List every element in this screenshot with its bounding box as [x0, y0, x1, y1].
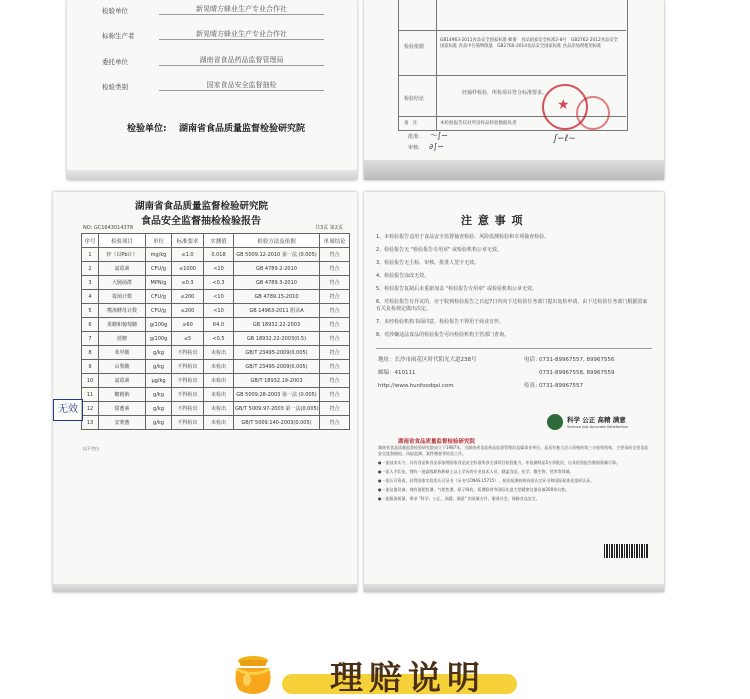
notice-list — [376, 234, 652, 345]
notice-item: 1、本检验报告适用于食品安全监督抽查检验、风险监测检验和专项抽查检验。 — [376, 234, 550, 240]
cell-method: GB 5009.28-2003 第一法 (0.005) — [234, 388, 320, 402]
cell-method: GB 5009.12-2010 第一法 (0.005) — [234, 248, 320, 262]
cell-unit: mg/kg — [146, 248, 172, 262]
contact-phone-2: 0731-89967558, 89967559 — [539, 370, 615, 376]
cell-item: 山梨酸 — [99, 360, 146, 374]
cell-method: GB 4789.3-2010 — [234, 276, 320, 290]
col-header-standard: 标准要求 — [172, 234, 204, 248]
cell-measured: 64.0 — [204, 318, 234, 332]
field-label-category: 检验类别 — [102, 83, 128, 91]
page-shadow-strip — [364, 160, 664, 180]
frame-divider-1 — [398, 30, 626, 31]
cell-unit: g/kg — [146, 402, 172, 416]
cell-item: 甜蜜素 — [99, 402, 146, 416]
cell-item: 霉菌计数 — [99, 290, 146, 304]
cell-item: 嗜渗酵母计数 — [99, 304, 146, 318]
cell-item: 果糖和葡萄糖 — [99, 318, 146, 332]
cell-measured: <10 — [204, 262, 234, 276]
signature-review: ∂∫∽ — [429, 142, 445, 151]
cell-standard: 不得检出 — [172, 360, 204, 374]
cell-standard: 不得检出 — [172, 388, 204, 402]
cell-unit: g/kg — [146, 416, 172, 430]
col-header-item: 检验项目 — [99, 234, 146, 248]
cell-method: GB/T 5009.97-2003 第一法(0.005) — [234, 402, 320, 416]
cell-result: 符合 — [320, 346, 350, 360]
test-report-page — [53, 192, 357, 592]
cell-item: 安赛蜜 — [99, 416, 146, 430]
cell-unit: μg/kg — [146, 374, 172, 388]
cell-result: 符合 — [320, 360, 350, 374]
cell-result: 符合 — [320, 262, 350, 276]
field-label-client: 委托单位 — [102, 58, 128, 66]
intro-paragraph: ●一流服务质量，秉承 "科学、公正、高精、满意" 的质量方针，服务社会，保障食品安全。 — [378, 496, 540, 501]
table-row — [82, 276, 350, 290]
cell-unit: CFU/g — [146, 290, 172, 304]
cell-result: 符合 — [320, 332, 350, 346]
table-row — [82, 374, 350, 388]
cell-unit: g/100g — [146, 332, 172, 346]
page-shadow-strip — [53, 584, 357, 592]
cell-result: 符合 — [320, 304, 350, 318]
field-label-producer: 标称生产者 — [102, 32, 135, 40]
red-seal-stamp-partial — [576, 96, 610, 130]
cell-standard: ≥60 — [172, 318, 204, 332]
cell-item: 糖精钠 — [99, 388, 146, 402]
col-header-method: 检验方法及依据 — [234, 234, 320, 248]
void-stamp: 无效 — [53, 399, 83, 421]
results-table-header — [82, 234, 350, 248]
banner-title: 理赔说明 — [330, 658, 486, 697]
signature-approve: 〜∫∽ — [429, 131, 448, 140]
cell-result: 符合 — [320, 416, 350, 430]
cell-result: 符合 — [320, 276, 350, 290]
contact-postcode: 邮编：410111 — [378, 370, 416, 376]
intro-paragraph: ●一流人才队伍，拥有一批高级职称和硕士以上学历的专业技术人员，涵盖食品、化学、微生物、营养等领域。 — [378, 469, 574, 474]
cell-result: 符合 — [320, 290, 350, 304]
cell-unit: CFU/g — [146, 262, 172, 276]
table-row — [82, 304, 350, 318]
field-value-producer: 新晃晴方蜂业生产专业合作社 — [159, 29, 324, 40]
field-value-client: 湖南省食品药品监督管理局 — [159, 55, 324, 66]
cell-item: 苯甲酸 — [99, 346, 146, 360]
notice-item: 3、检验报告无主检、审核、批准人签字无效。 — [376, 260, 480, 266]
cell-measured: <0.5 — [204, 332, 234, 346]
cell-method: GB 14963-2011 附录A — [234, 304, 320, 318]
red-seal-stamp: ★ — [542, 84, 588, 130]
table-row — [82, 346, 350, 360]
cell-method: GB/T 23495-2009(0.005) — [234, 360, 320, 374]
cell-item: 锌（以Pb计） — [99, 248, 146, 262]
cell-standard: ≤200 — [172, 304, 204, 318]
conclusion-page — [364, 0, 664, 180]
cell-index: 11 — [82, 388, 99, 402]
table-row — [82, 416, 350, 430]
notice-title: 注 意 事 项 — [461, 214, 524, 227]
notice-item: 2、检验报告无 "检验报告专用章" 或检验机构公章无效。 — [376, 247, 502, 253]
table-row — [82, 360, 350, 374]
cell-index: 1 — [82, 248, 99, 262]
table-row — [82, 262, 350, 276]
cell-measured: 未检出 — [204, 346, 234, 360]
cell-measured: 未检出 — [204, 416, 234, 430]
report-number: NO: GC1643014378 — [83, 225, 134, 231]
cell-method: GB 4789.2-2010 — [234, 262, 320, 276]
intro-paragraph: ●一流技术实力，具有食品和食品添加剂国家食品安全标准所涉全部项目检验能力，年检测样品5万余批次，出具检验报告数据准确可靠。 — [378, 460, 621, 465]
remark-label: 备 注 — [404, 121, 418, 126]
cell-unit: g/100g — [146, 318, 172, 332]
intro-paragraph: ●一流仪器设备，拥有液相色谱、气相色谱、原子吸收、质谱联用等国际先进大型精密仪器设备200余台套。 — [378, 487, 570, 492]
report-title: 食品安全监督抽检检验报告 — [141, 216, 261, 227]
conclusion-label: 检验结论 — [404, 96, 425, 102]
cell-unit: CFU/g — [146, 304, 172, 318]
cell-item: 蔗糖 — [99, 332, 146, 346]
field-value-category: 国家食品安全监督抽检 — [159, 80, 324, 91]
cell-standard: 不得检出 — [172, 416, 204, 430]
cell-result: 符合 — [320, 374, 350, 388]
cell-standard: ≤0.3 — [172, 276, 204, 290]
cell-result: 符合 — [320, 248, 350, 262]
slogan: 科学 公正 高精 满意 — [567, 416, 626, 424]
cell-result: 符合 — [320, 388, 350, 402]
standard-label: 检验依据 — [404, 44, 425, 50]
cell-measured: <10 — [204, 290, 234, 304]
cell-item: 大肠菌群 — [99, 276, 146, 290]
cell-measured: 未检出 — [204, 374, 234, 388]
cell-unit: MPN/g — [146, 276, 172, 290]
cell-measured: <0.3 — [204, 276, 234, 290]
blank-below-note: 以下空白 — [83, 446, 99, 451]
contact-address: 地址：长沙市雨花区时代阳光大道238号 — [378, 357, 477, 363]
cell-standard: 不得检出 — [172, 346, 204, 360]
results-table-body — [82, 248, 350, 430]
conclusion-text: 经抽样检验，所检项目符合标准要求。 — [462, 90, 548, 96]
table-row — [82, 290, 350, 304]
cell-standard: ≤200 — [172, 290, 204, 304]
intro-title: 湖南省食品质量监督检验研究院 — [398, 439, 476, 445]
contact-divider — [376, 348, 652, 349]
frame-col-line — [436, 0, 437, 130]
cell-index: 8 — [82, 346, 99, 360]
cell-index: 2 — [82, 262, 99, 276]
cell-index: 7 — [82, 332, 99, 346]
col-header-measured: 实测值 — [204, 234, 234, 248]
page-shadow-strip — [67, 170, 357, 180]
notice-item: 7、未经检验机构书面同意，检验报告不得用于商业宣传。 — [376, 319, 505, 325]
cell-method: GB/T 23495-2009(0.005) — [234, 346, 320, 360]
contact-phone-1: 0731-89967557, 89967556 — [539, 357, 615, 363]
approve-label: 批准: — [408, 134, 420, 140]
cell-standard: ≤5 — [172, 332, 204, 346]
cell-standard: ≤1.0 — [172, 248, 204, 262]
standard-text: GB14963-2011食品安全国家标准 蜂蜜 食品国家安全标准2-8号 GB2762-2012食品安全国家标准 食品中污染物限量 GB2760-2014食品安全国家标准 食品添加剂使用标准 — [440, 38, 618, 49]
cell-measured: 未检出 — [204, 402, 234, 416]
cell-unit: g/kg — [146, 388, 172, 402]
cell-index: 4 — [82, 290, 99, 304]
intro-paragraph: ●一流认可资质，获得国家实验室认可证书（证书号CNAS L5715）、检验检测机构资质认定证书和国际标准化组织认证。 — [378, 478, 595, 483]
frame-divider-2 — [398, 75, 626, 76]
table-row — [82, 332, 350, 346]
cell-standard: 不得检出 — [172, 402, 204, 416]
page-shadow-strip — [364, 584, 664, 592]
barcode-icon — [604, 544, 648, 558]
cell-index: 6 — [82, 318, 99, 332]
cell-measured: 未检出 — [204, 360, 234, 374]
institute-logo-icon — [547, 414, 563, 430]
col-header-index: 序号 — [82, 234, 99, 248]
col-header-unit: 单位 — [146, 234, 172, 248]
intro-paragraph: 湖南省食品质量监督检验研究院成立于1987年，为湖南省食品药品监督管理局直属事业单位，是具有独立法人资格的第三方检验机构，主要承担全省食品安全监督抽检、风险监测、案件稽查等检验工作。 — [378, 445, 649, 456]
inspection-cover-page — [67, 0, 357, 180]
contact-fax-label: 传真： — [524, 383, 541, 389]
intro-body — [378, 445, 650, 505]
review-label: 审核: — [408, 145, 420, 151]
cell-result: 符合 — [320, 318, 350, 332]
report-page-number: 共3页 第2页 — [315, 225, 343, 231]
cell-method: GB 18932.22-2003(0.5) — [234, 332, 320, 346]
remark-text: 本检验报告仅对所送样品检验数据负责 — [440, 121, 517, 126]
cell-index: 10 — [82, 374, 99, 388]
cell-index: 5 — [82, 304, 99, 318]
notice-item: 4、检验报告涂改无效。 — [376, 273, 430, 279]
cell-item: 氯霉素 — [99, 262, 146, 276]
cell-unit: g/kg — [146, 360, 172, 374]
field-label-inspected-unit: 检验单位 — [102, 7, 128, 15]
signature-right: ʃ∽ℓ∼ — [554, 134, 576, 144]
cell-index: 9 — [82, 360, 99, 374]
contact-fax: 0731-89967557 — [539, 383, 583, 389]
cell-method: GB 18932.22-2003 — [234, 318, 320, 332]
cell-measured: 未检出 — [204, 388, 234, 402]
notice-item: 5、检验报告复制后未重新加盖 "检验报告专用章" 或检验机构公章无效。 — [376, 286, 537, 292]
notice-item: 6、对检验报告有异议的，应于收到检验报告之日起7日内向下达检验任务部门提出复检申请，由下达检验任务部门根据国家有关复检规定做出决定。 — [376, 299, 648, 312]
table-row — [82, 318, 350, 332]
table-row — [82, 402, 350, 416]
org-label: 检验单位: — [127, 124, 167, 134]
field-value-inspected-unit: 新晃晴方蜂业生产专业合作社 — [159, 4, 324, 15]
cell-method: GB 4789.15-2010 — [234, 290, 320, 304]
cell-measured: <10 — [204, 304, 234, 318]
honey-jar-icon — [227, 654, 279, 695]
col-header-result: 单项结论 — [320, 234, 350, 248]
slogan-english: Science Just Accurate Satisfaction — [567, 425, 628, 429]
section-banner — [0, 650, 750, 695]
report-org-title: 湖南省食品质量监督检验研究院 — [135, 201, 269, 212]
cell-index: 3 — [82, 276, 99, 290]
cell-standard: 不得检出 — [172, 374, 204, 388]
cell-item: 氯霉素 — [99, 374, 146, 388]
table-row — [82, 248, 350, 262]
cell-result: 符合 — [320, 402, 350, 416]
cell-index: 13 — [82, 416, 99, 430]
contact-website: http://www.hunfoodqsi.com — [378, 383, 454, 389]
table-row — [82, 388, 350, 402]
cell-unit: g/kg — [146, 346, 172, 360]
cell-index: 12 — [82, 402, 99, 416]
results-table — [81, 233, 350, 430]
org-name: 湖南省食品质量监督检验研究院 — [179, 124, 306, 134]
contact-phone-label: 电话： — [524, 357, 541, 363]
cell-method: GB/T 5009.140-2003(0.005) — [234, 416, 320, 430]
cell-method: GB/T 18932.19-2003 — [234, 374, 320, 388]
cell-measured: 0.018 — [204, 248, 234, 262]
cell-standard: ≤1000 — [172, 262, 204, 276]
notice-item: 8、对涉嫌违法食品的检验报告可向检验机构主管部门查询。 — [376, 332, 510, 338]
notice-page — [364, 192, 664, 592]
